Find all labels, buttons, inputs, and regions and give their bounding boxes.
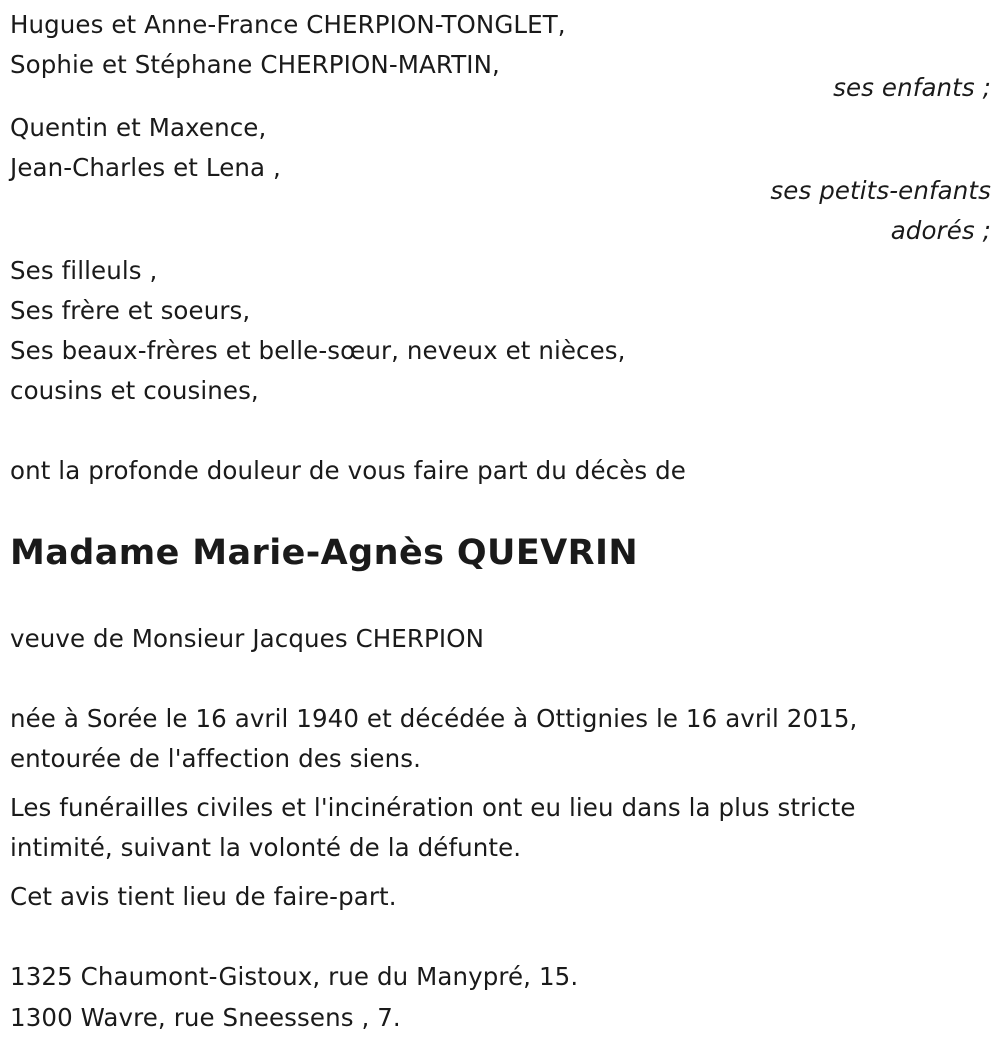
relatives-line: Ses filleuls ,: [10, 256, 158, 285]
children-role: ses enfants ;: [833, 73, 991, 102]
grandchildren-role-line-2: adorés ;: [890, 216, 991, 245]
birth-death-line-1: née à Sorée le 16 avril 1940 et décédée à Ottignies le 16 avril 2015,: [10, 704, 858, 733]
birth-death-line-2: entourée de l'affection des siens.: [10, 744, 421, 773]
relatives-line: Ses beaux-frères et belle-sœur, neveux et nièces,: [10, 336, 626, 365]
address-line: 1300 Wavre, rue Sneessens , 7.: [10, 1003, 401, 1032]
deceased-name: Madame Marie-Agnès QUEVRIN: [10, 533, 639, 573]
grandchildren-line-2: Jean-Charles et Lena ,: [10, 153, 281, 182]
grandchildren-role-line-1: ses petits-enfants: [770, 176, 991, 205]
funeral-line-1: Les funérailles civiles et l'incinération ont eu lieu dans la plus stricte: [10, 793, 856, 822]
funeral-line-2: intimité, suivant la volonté de la défunte.: [10, 833, 522, 862]
children-line-2: Sophie et Stéphane CHERPION-MARTIN,: [10, 50, 500, 79]
grandchildren-line-1: Quentin et Maxence,: [10, 113, 267, 142]
relatives-line: Ses frère et soeurs,: [10, 296, 251, 325]
children-line-1: Hugues et Anne-France CHERPION-TONGLET,: [10, 10, 566, 39]
address-line: 1325 Chaumont-Gistoux, rue du Manypré, 15.: [10, 962, 579, 991]
announcement-text: ont la profonde douleur de vous faire part du décès de: [10, 456, 686, 485]
notice-text: Cet avis tient lieu de faire-part.: [10, 882, 397, 911]
relatives-line: cousins et cousines,: [10, 376, 259, 405]
widow-of-text: veuve de Monsieur Jacques CHERPION: [10, 624, 485, 653]
